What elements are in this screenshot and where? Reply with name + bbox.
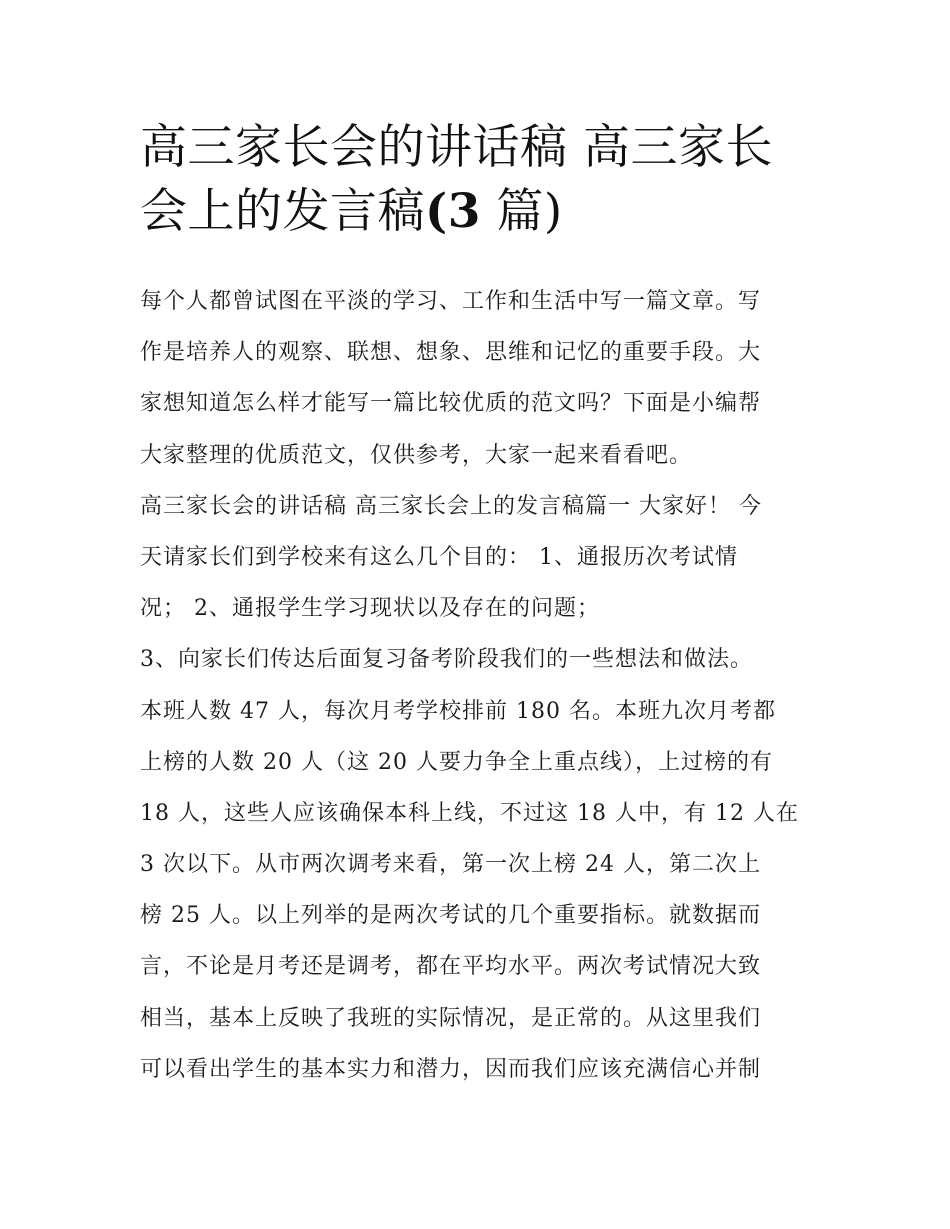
body-line: 18 人，这些人应该确保本科上线，不过这 18 人中，有 12 人在 (140, 800, 799, 826)
body-line: 榜 25 人。以上列举的是两次考试的几个重要指标。就数据而 (140, 903, 761, 929)
body-line: 作是培养人的观察、联想、想象、思维和记忆的重要手段。大 (140, 340, 762, 366)
body-line: 3、向家长们传达后面复习备考阶段我们的一些想法和做法。 (140, 647, 753, 673)
body-line: 每个人都曾试图在平淡的学习、工作和生活中写一篇文章。写 (140, 289, 762, 314)
body-line: 可以看出学生的基本实力和潜力，因而我们应该充满信心并制 (140, 1056, 762, 1082)
body-line: 上榜的人数 20 人（这 20 人要力争全上重点线），上过榜的有 (140, 749, 773, 775)
body-line: 言，不论是月考还是调考，都在平均水平。两次考试情况大致 (140, 954, 762, 980)
title-count: (3 (425, 184, 481, 239)
body-line: 况； 2、通报学生学习现状以及存在的问题； (140, 596, 600, 622)
title-text: 高三家长会的讲话稿 高三家长会上的发言稿 (140, 120, 773, 239)
body-line: 相当，基本上反映了我班的实际情况，是正常的。从这里我们 (140, 1005, 762, 1031)
title-suffix: 篇) (480, 184, 563, 239)
body-line: 3 次以下。从市两次调考来看，第一次上榜 24 人，第二次上 (140, 852, 761, 878)
body-line: 天请家长们到学校来有这么几个目的： 1、通报历次考试情 (140, 544, 738, 570)
body-text (140, 276, 820, 1095)
body-line: 本班人数 47 人，每次月考学校排前 180 名。本班九次月考都 (140, 698, 776, 724)
document-title (140, 116, 820, 244)
body-line: 高三家长会的讲话稿 高三家长会上的发言稿篇一 大家好！ 今 (140, 493, 762, 519)
body-line: 大家整理的优质范文，仅供参考，大家一起来看看吧。 (140, 442, 693, 468)
body-line: 家想知道怎么样才能写一篇比较优质的范文吗？下面是小编帮 (140, 391, 762, 417)
